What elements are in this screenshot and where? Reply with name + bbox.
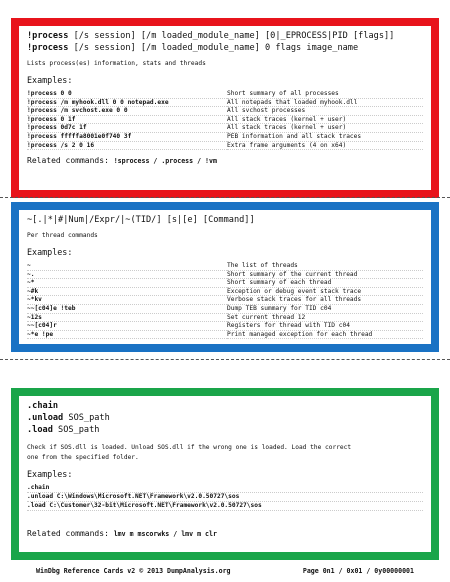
syntax-line-1: .chain [27,401,59,411]
thread-card [11,202,439,352]
example-description: Verbose stack traces for all threads [227,296,362,304]
table-row [27,90,423,98]
example-command: !process /m svchost.exe 0 0 [27,107,128,115]
example-description: All svchost processes [227,107,306,115]
footer-page-number: Page 0n1 / 0x01 / 0y00000001 [302,567,414,575]
related-commands: Related commands: !sprocess / .process / !vm [27,156,217,166]
example-description: Short summary of the current thread [227,270,358,278]
example-description: Extra frame arguments (4 on x64) [227,141,347,149]
card-description-line-2: one from the specified folder. [27,454,139,461]
table-row [27,279,423,288]
example-command: ~* [27,279,35,287]
example-description: The list of threads [227,262,298,269]
syntax-line-3: .load SOS_path [27,425,100,435]
table-row [27,296,423,305]
table-row [27,313,423,322]
table-row [27,124,423,133]
syntax-line-2: .unload SOS_path [27,413,110,423]
example-command: ~12s [27,313,42,321]
examples-table [27,262,423,339]
card-description-line-1: Check if SOS.dll is loaded. Unload SOS.dll if the wrong one is loaded. Load the correct [27,444,352,451]
cut-line [0,359,450,360]
code-line: .unload C:\Windows\Microsoft.NET\Framework\v2.0.50727\sos [27,493,423,502]
table-row [27,304,423,313]
example-command: !process 0 0 [27,90,72,97]
examples-heading: Examples: [27,75,73,85]
footer-copyright: WinDbg Reference Cards v2 © 2013 DumpAnalysis.org [36,567,231,575]
examples-heading: Examples: [27,469,73,479]
card-description: Lists process(es) information, stats and threads [27,60,206,67]
example-description: All stack traces (kernel + user) [227,115,347,123]
example-description: PEB information and all stack traces [227,132,362,140]
card-description: Per thread commands [27,232,98,239]
table-row [27,287,423,296]
code-line: .load C:\Customer\32-bit\Microsoft.NET\Framework\v2.0.50727\sos [27,502,423,511]
table-row [27,107,423,116]
example-command: ~*kv [27,296,42,304]
related-commands: Related commands: lmv m mscorwks / lmv m clr [27,529,217,538]
example-command: ~*e !pe [27,330,54,338]
example-command: ~~[c04]e !teb [27,304,76,312]
syntax-line: ~[.|*|#|Num|/Expr/|~(TID/] [s|[e] [Command]] [27,215,255,225]
example-description: Print managed exception for each thread [227,330,373,338]
example-description: All notepads that loaded myhook.dll [227,98,358,106]
example-command: !process /m myhook.dll 0 0 notepad.exe [27,98,169,106]
code-line: .chain [27,484,423,493]
example-description: Exception or debug event stack trace [227,287,362,295]
example-description: Registers for thread with TID c04 [227,322,350,330]
table-row [27,115,423,124]
example-command: ~~[c04]r [27,322,57,330]
syntax-line-2: !process [/s session] [/m loaded_module_name] 0 flags image_name [27,43,359,53]
syntax-line-1: !process [/s session] [/m loaded_module_name] [0|_EPROCESS|PID [flags]] [27,31,395,41]
example-command: ~#k [27,287,39,295]
cut-line [0,197,450,198]
table-row [27,98,423,107]
example-command: !process /s 2 0 16 [27,141,95,149]
table-row [27,270,423,279]
example-command: ~ [27,262,31,269]
table-row [27,262,423,270]
example-description: Short summary of all processes [227,90,339,97]
example-description: Short summary of each thread [227,279,332,287]
example-command: ~. [27,270,35,278]
example-command: !process fffffa8001e0f740 3f [27,132,132,140]
examples-table [27,90,423,150]
examples-heading: Examples: [27,247,73,257]
example-command: !process 0 1f [27,115,76,123]
table-row [27,322,423,331]
example-description: Dump TEB summary for TID c04 [227,304,332,312]
table-row [27,132,423,141]
table-row [27,330,423,339]
example-command: !process 0d7c 1f [27,124,87,132]
example-description: All stack traces (kernel + user) [227,124,347,132]
sos-card [11,388,439,560]
example-description: Set current thread 12 [227,313,306,321]
table-row [27,141,423,150]
process-card [11,18,439,198]
